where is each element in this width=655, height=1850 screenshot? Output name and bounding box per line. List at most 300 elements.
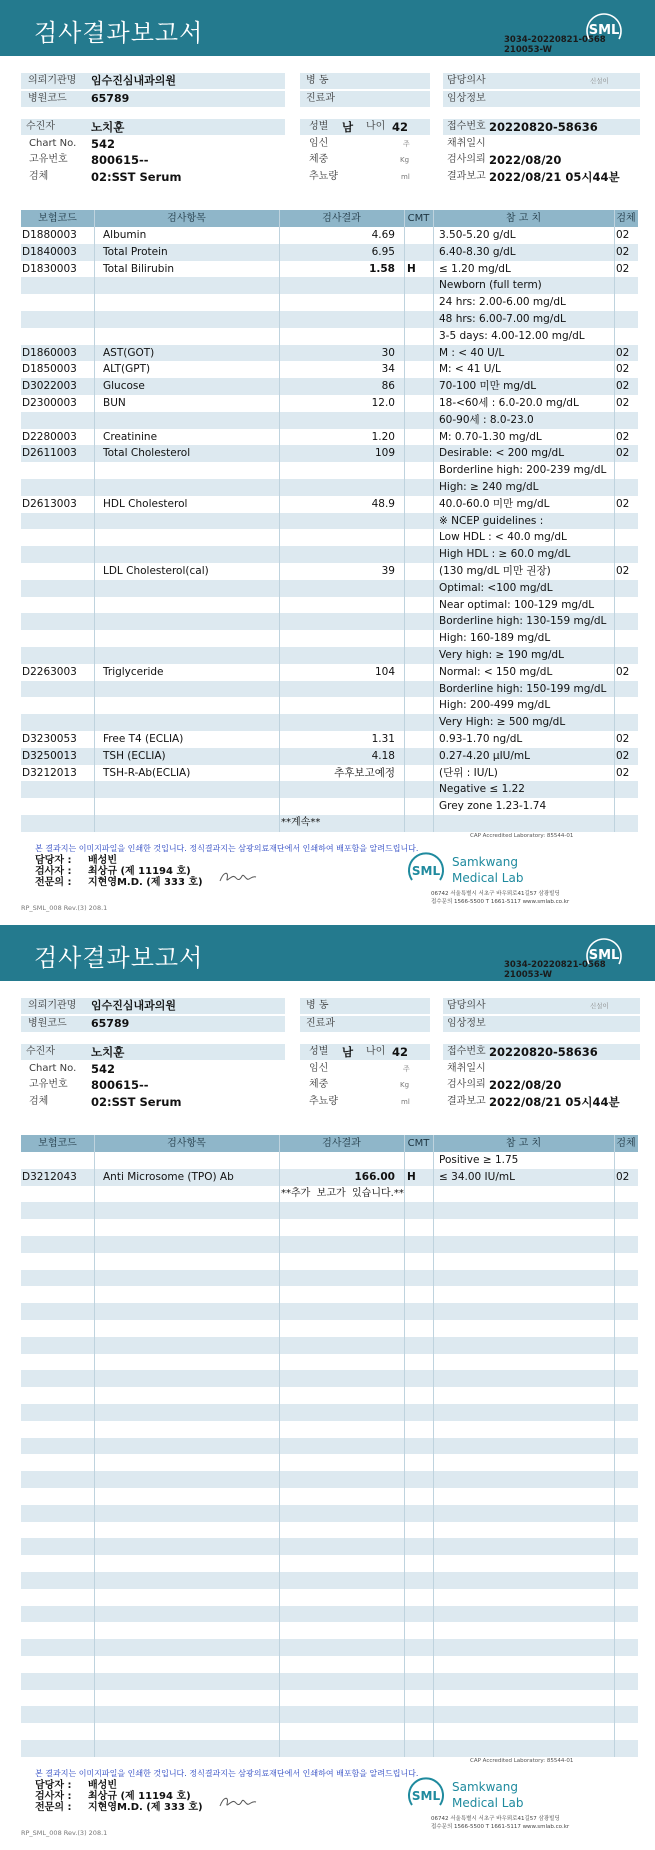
cell-reference: ※ NCEP guidelines : bbox=[439, 514, 544, 527]
cell-item: Creatinine bbox=[103, 430, 158, 443]
cell-item: BUN bbox=[103, 396, 126, 409]
column-header-item: 검사항목 bbox=[167, 213, 206, 224]
table-row bbox=[21, 1404, 638, 1421]
cell-flag: H bbox=[407, 1170, 416, 1183]
cell-reference: M : < 40 U/L bbox=[439, 346, 505, 359]
requester-label: 의뢰기관명 bbox=[28, 75, 77, 86]
cell-result: 6.95 bbox=[371, 245, 395, 258]
cell-result: 166.00 bbox=[354, 1170, 395, 1183]
brand-line1: Samkwang bbox=[452, 855, 518, 869]
cell-reference: 24 hrs: 2.00-6.00 mg/dL bbox=[439, 296, 566, 309]
column-divider bbox=[279, 210, 280, 832]
cell-code: D2300003 bbox=[22, 396, 77, 409]
cell-code: D1840003 bbox=[22, 245, 77, 258]
cell-specimen: 02 bbox=[616, 665, 630, 678]
patient-box bbox=[21, 1044, 285, 1060]
table-row bbox=[21, 1471, 638, 1488]
specialist-label: 전문의 : bbox=[35, 877, 72, 888]
cell-reference: 70-100 미만 mg/dL bbox=[439, 380, 537, 393]
report-title: 검사결과보고서 bbox=[34, 19, 204, 47]
table-row bbox=[21, 664, 638, 681]
cell-specimen: 02 bbox=[616, 766, 630, 779]
column-header-result: 검사결과 bbox=[322, 1138, 361, 1149]
cell-reference: Newborn (full term) bbox=[439, 279, 542, 292]
table-row bbox=[21, 1505, 638, 1522]
table-row bbox=[21, 647, 638, 664]
cell-item: ALT(GPT) bbox=[103, 363, 151, 376]
cell-specimen: 02 bbox=[616, 732, 630, 745]
column-divider bbox=[94, 210, 95, 832]
table-row bbox=[21, 1538, 638, 1555]
report-code-line1: 3034-20220821-0568 bbox=[504, 35, 606, 45]
patient-name-label: 수진자 bbox=[26, 121, 55, 132]
cell-item: AST(GOT) bbox=[103, 346, 155, 359]
lab-contact: 접수문의 1566-5500 T 1661-5117 www.smlab.co.kr bbox=[431, 1824, 570, 1830]
tester-label: 검사자 : bbox=[35, 866, 72, 877]
requester-value: 임수진심내과의원 bbox=[91, 74, 177, 87]
hospital-code-label: 병원코드 bbox=[28, 93, 67, 104]
urine-label: 추뇨량 bbox=[309, 1096, 338, 1107]
cell-reference: ≤ 34.00 IU/mL bbox=[439, 1170, 515, 1183]
samkwang-logo-icon bbox=[404, 850, 529, 890]
pregnancy-label: 임신 bbox=[309, 138, 329, 149]
manager-value: 배성빈 bbox=[88, 1780, 117, 1791]
weight-unit: Kg bbox=[400, 1081, 410, 1089]
form-code: RP_SML_008 Rev.(3) 208.1 bbox=[21, 1829, 108, 1837]
cell-reference: 3-5 days: 4.00-12.00 mg/dL bbox=[439, 329, 585, 342]
cell-result: 1.31 bbox=[371, 732, 395, 745]
cell-result: 추후보고예정 bbox=[334, 766, 395, 779]
patient-id-value: 800615-- bbox=[91, 153, 149, 167]
urine-label: 추뇨량 bbox=[309, 171, 338, 182]
cell-code: D2613003 bbox=[22, 497, 77, 510]
column-header-cmt: CMT bbox=[407, 1138, 430, 1149]
table-row bbox=[21, 1438, 638, 1455]
column-header-specimen: 검체 bbox=[616, 1138, 636, 1149]
cell-item: Anti Microsome (TPO) Ab bbox=[103, 1170, 234, 1183]
table-row bbox=[21, 277, 638, 294]
cell-item: Free T4 (ECLIA) bbox=[103, 732, 184, 745]
table-row bbox=[21, 1286, 638, 1303]
table-row bbox=[21, 1706, 638, 1723]
table-row bbox=[21, 1236, 638, 1253]
requester-value: 임수진심내과의원 bbox=[91, 999, 177, 1012]
report-title: 검사결과보고서 bbox=[34, 944, 204, 972]
requester-label: 의뢰기관명 bbox=[28, 1000, 77, 1011]
table-row bbox=[21, 1354, 638, 1371]
patient-name-label: 수진자 bbox=[26, 1046, 55, 1057]
receipt-label: 접수번호 bbox=[447, 1046, 486, 1057]
table-row bbox=[21, 546, 638, 563]
cell-code: D1880003 bbox=[22, 229, 77, 241]
cell-result: 30 bbox=[381, 346, 395, 359]
table-row bbox=[21, 681, 638, 698]
report-page bbox=[0, 925, 655, 1850]
cell-item: Total Protein bbox=[103, 245, 168, 258]
cap-accreditation: CAP Accredited Laboratory: 85544-01 bbox=[470, 1758, 574, 1764]
urine-unit: ml bbox=[401, 173, 410, 181]
specialist-value: 지현영M.D. (제 333 호) bbox=[88, 877, 203, 888]
cell-code: D3230053 bbox=[22, 732, 77, 745]
table-row bbox=[21, 781, 638, 798]
table-note-row bbox=[21, 815, 638, 832]
cell-result: 12.0 bbox=[371, 396, 395, 409]
cell-reference: High: 200-499 mg/dL bbox=[439, 699, 551, 712]
clinical-info-label: 임상정보 bbox=[447, 1018, 486, 1029]
brand-line2: Medical Lab bbox=[452, 1796, 524, 1810]
report-time-value: 2022/08/21 05시44분 bbox=[489, 1095, 620, 1109]
cell-reference: (단위 : IU/L) bbox=[439, 766, 498, 779]
cell-reference: Optimal: <100 mg/dL bbox=[439, 581, 553, 594]
cap-accreditation: CAP Accredited Laboratory: 85544-01 bbox=[470, 833, 574, 839]
report-time-label: 결과보고 bbox=[447, 1096, 486, 1107]
report-code-line2: 210053-W bbox=[504, 970, 553, 980]
cell-code: D2263003 bbox=[22, 665, 77, 678]
cell-specimen: 02 bbox=[616, 262, 630, 275]
sml-logo-icon bbox=[582, 8, 626, 50]
table-row bbox=[21, 1202, 638, 1219]
table-row bbox=[21, 697, 638, 714]
cell-specimen: 02 bbox=[616, 749, 630, 762]
column-divider bbox=[614, 210, 615, 832]
table-body bbox=[21, 1152, 638, 1757]
report-time-label: 결과보고 bbox=[447, 171, 486, 182]
cell-reference: 0.27-4.20 μIU/mL bbox=[439, 749, 530, 762]
table-note: **추가 보고가 있습니다.** bbox=[281, 1187, 404, 1199]
report-code-line2: 210053-W bbox=[504, 45, 553, 55]
table-row bbox=[21, 1488, 638, 1505]
table-row bbox=[21, 244, 638, 261]
table-row bbox=[21, 496, 638, 513]
table-row bbox=[21, 395, 638, 412]
cell-reference: M: < 41 U/L bbox=[439, 363, 501, 376]
table-row bbox=[21, 345, 638, 362]
cell-item: TSH-R-Ab(ECLIA) bbox=[103, 766, 191, 779]
collect-label: 채취일시 bbox=[447, 138, 486, 149]
samkwang-logo-icon bbox=[404, 1775, 529, 1815]
cell-item: Total Bilirubin bbox=[103, 262, 175, 275]
cell-reference: Grey zone 1.23-1.74 bbox=[439, 800, 547, 813]
table-row bbox=[21, 311, 638, 328]
table-header bbox=[21, 1135, 638, 1152]
cell-result: 4.18 bbox=[371, 749, 395, 762]
specimen-value: 02:SST Serum bbox=[91, 1095, 182, 1109]
cell-result: 1.20 bbox=[371, 430, 395, 443]
cell-reference: 48 hrs: 6.00-7.00 mg/dL bbox=[439, 312, 566, 325]
cell-code: D1830003 bbox=[22, 262, 77, 275]
cell-specimen: 02 bbox=[616, 430, 630, 443]
table-row bbox=[21, 613, 638, 630]
signature-stroke bbox=[220, 873, 256, 881]
dept-label: 진료과 bbox=[306, 93, 335, 104]
table-row bbox=[21, 462, 638, 479]
table-row bbox=[21, 765, 638, 782]
cell-reference: Negative ≤ 1.22 bbox=[439, 783, 525, 796]
tester-value: 최상규 (제 11194 호) bbox=[88, 866, 191, 877]
cell-specimen: 02 bbox=[616, 245, 630, 258]
table-row bbox=[21, 1723, 638, 1740]
table-row bbox=[21, 294, 638, 311]
logo-text: SML bbox=[588, 23, 620, 38]
cell-reference: 60-90세 : 8.0-23.0 bbox=[439, 413, 534, 426]
table-row bbox=[21, 630, 638, 647]
table-row bbox=[21, 1656, 638, 1673]
table-row bbox=[21, 714, 638, 731]
cell-specimen: 02 bbox=[616, 229, 630, 241]
form-code: RP_SML_008 Rev.(3) 208.1 bbox=[21, 904, 108, 912]
cell-reference: (130 mg/dL 미만 권장) bbox=[439, 564, 551, 577]
column-divider bbox=[404, 210, 405, 832]
cell-item: Triglyceride bbox=[103, 665, 164, 678]
cell-item: Albumin bbox=[103, 229, 147, 241]
table-row bbox=[21, 412, 638, 429]
hospital-code-value: 65789 bbox=[91, 1017, 130, 1030]
chart-label: Chart No. bbox=[29, 1063, 77, 1074]
cell-specimen: 02 bbox=[616, 564, 630, 577]
pregnancy-label: 임신 bbox=[309, 1063, 329, 1074]
lab-address: 06742 서울특별시 서초구 바우뫼로41길57 삼광빌딩 bbox=[431, 1816, 560, 1822]
table-row bbox=[21, 1639, 638, 1656]
cell-code: D1850003 bbox=[22, 363, 77, 376]
chart-value: 542 bbox=[91, 137, 116, 151]
cell-reference: Borderline high: 150-199 mg/dL bbox=[439, 682, 607, 695]
weight-label: 체중 bbox=[309, 1079, 329, 1090]
cell-result: 109 bbox=[374, 447, 395, 460]
table-row bbox=[21, 1219, 638, 1236]
column-divider bbox=[433, 1135, 434, 1757]
request-label: 검사의뢰 bbox=[447, 1079, 486, 1090]
manager-label: 담당자 : bbox=[35, 1780, 72, 1791]
table-row bbox=[21, 1555, 638, 1572]
table-row bbox=[21, 580, 638, 597]
cell-reference: Very High: ≥ 500 mg/dL bbox=[439, 716, 566, 729]
print-notice: 본 결과지는 이미지파일을 인쇄한 것입니다. 정식결과지는 삼광의료재단에서 인쇄하여 배포함을 알려드립니다. bbox=[35, 844, 419, 853]
cell-reference: Borderline high: 130-159 mg/dL bbox=[439, 615, 607, 628]
table-row bbox=[21, 1673, 638, 1690]
table-row bbox=[21, 513, 638, 530]
cell-code: D3212013 bbox=[22, 766, 77, 779]
chart-label: Chart No. bbox=[29, 138, 77, 149]
table-note-row bbox=[21, 1186, 638, 1203]
specialist-label: 전문의 : bbox=[35, 1802, 72, 1813]
cell-reference: Near optimal: 100-129 mg/dL bbox=[439, 598, 595, 611]
cell-specimen: 02 bbox=[616, 380, 630, 393]
table-row bbox=[21, 445, 638, 462]
cell-specimen: 02 bbox=[616, 363, 630, 376]
receipt-label: 접수번호 bbox=[447, 121, 486, 132]
specimen-label: 검체 bbox=[29, 1096, 49, 1107]
signature-stroke bbox=[220, 1798, 256, 1806]
cell-code: D3250013 bbox=[22, 749, 77, 762]
table-row bbox=[21, 1152, 638, 1169]
sex-label: 성별 bbox=[309, 1046, 329, 1057]
table-row bbox=[21, 1572, 638, 1589]
cell-reference: 40.0-60.0 미만 mg/dL bbox=[439, 497, 550, 510]
hospital-code-label: 병원코드 bbox=[28, 1018, 67, 1029]
column-header-item: 검사항목 bbox=[167, 1138, 206, 1149]
cell-specimen: 02 bbox=[616, 1170, 630, 1183]
cell-reference: Normal: < 150 mg/dL bbox=[439, 665, 553, 678]
cell-reference: Desirable: < 200 mg/dL bbox=[439, 447, 565, 460]
column-divider bbox=[94, 1135, 95, 1757]
table-row bbox=[21, 1740, 638, 1757]
hospital-code-value: 65789 bbox=[91, 92, 130, 105]
column-divider bbox=[279, 1135, 280, 1757]
table-row bbox=[21, 1589, 638, 1606]
cell-item: TSH (ECLIA) bbox=[103, 749, 166, 762]
table-row bbox=[21, 328, 638, 345]
table-row bbox=[21, 1454, 638, 1471]
doctor-small-text: 신설이 bbox=[590, 1002, 609, 1010]
cell-result: 4.69 bbox=[371, 229, 395, 241]
doctor-label: 담당의사 bbox=[447, 1000, 486, 1011]
age-label: 나이 bbox=[366, 121, 386, 132]
cell-result: 34 bbox=[381, 363, 395, 376]
cell-reference: Borderline high: 200-239 mg/dL bbox=[439, 464, 607, 477]
urine-unit: ml bbox=[401, 1098, 410, 1106]
table-header bbox=[21, 210, 638, 227]
cell-item: HDL Cholesterol bbox=[103, 497, 188, 510]
cell-item: LDL Cholesterol(cal) bbox=[103, 564, 209, 577]
table-body bbox=[21, 227, 638, 832]
cell-reference: ≤ 1.20 mg/dL bbox=[439, 262, 511, 275]
table-row bbox=[21, 748, 638, 765]
patient-id-value: 800615-- bbox=[91, 1078, 149, 1092]
clinical-info-label: 임상정보 bbox=[447, 93, 486, 104]
chart-value: 542 bbox=[91, 1062, 116, 1076]
cell-reference: High HDL : ≥ 60.0 mg/dL bbox=[439, 548, 571, 561]
receipt-value: 20220820-58636 bbox=[489, 120, 598, 134]
tester-label: 검사자 : bbox=[35, 1791, 72, 1802]
request-value: 2022/08/20 bbox=[489, 1078, 562, 1092]
weight-unit: Kg bbox=[400, 156, 410, 164]
table-row bbox=[21, 1337, 638, 1354]
patient-id-label: 고유번호 bbox=[29, 1079, 68, 1090]
signature-image bbox=[218, 1793, 258, 1811]
table-row bbox=[21, 529, 638, 546]
cell-code: D1860003 bbox=[22, 346, 77, 359]
table-row bbox=[21, 361, 638, 378]
age-value: 42 bbox=[392, 1045, 409, 1059]
table-row bbox=[21, 1421, 638, 1438]
footer-logo-text: SML bbox=[411, 864, 441, 878]
cell-reference: Very high: ≥ 190 mg/dL bbox=[439, 648, 564, 661]
brand-line2: Medical Lab bbox=[452, 871, 524, 885]
logo-text: SML bbox=[588, 948, 620, 963]
cell-item: Glucose bbox=[103, 380, 145, 393]
column-header-reference: 참 고 치 bbox=[505, 1138, 542, 1149]
lab-address: 06742 서울특별시 서초구 바우뫼로41길57 삼광빌딩 bbox=[431, 891, 560, 897]
doctor-label: 담당의사 bbox=[447, 75, 486, 86]
specialist-value: 지현영M.D. (제 333 호) bbox=[88, 1802, 203, 1813]
ward-label: 병 동 bbox=[306, 75, 329, 86]
table-row bbox=[21, 1387, 638, 1404]
column-header-cmt: CMT bbox=[407, 213, 430, 224]
sex-value: 남 bbox=[342, 1045, 354, 1059]
table-row bbox=[21, 1253, 638, 1270]
cell-code: D2611003 bbox=[22, 447, 77, 460]
footer-logo-text: SML bbox=[411, 1789, 441, 1803]
tester-value: 최상규 (제 11194 호) bbox=[88, 1791, 191, 1802]
cell-specimen: 02 bbox=[616, 346, 630, 359]
table-row bbox=[21, 1622, 638, 1639]
age-label: 나이 bbox=[366, 1046, 386, 1057]
patient-box bbox=[21, 119, 285, 135]
cell-code: D3212043 bbox=[22, 1170, 77, 1183]
table-row bbox=[21, 731, 638, 748]
table-row bbox=[21, 429, 638, 446]
report-code-line1: 3034-20220821-0568 bbox=[504, 960, 606, 970]
table-row bbox=[21, 1270, 638, 1287]
table-row bbox=[21, 1690, 638, 1707]
specimen-value: 02:SST Serum bbox=[91, 170, 182, 184]
column-divider bbox=[614, 1135, 615, 1757]
table-row bbox=[21, 597, 638, 614]
weight-label: 체중 bbox=[309, 154, 329, 165]
age-value: 42 bbox=[392, 120, 409, 134]
cell-result: 86 bbox=[381, 380, 395, 393]
cell-result: 48.9 bbox=[371, 497, 395, 510]
table-row bbox=[21, 1303, 638, 1320]
signature-image bbox=[218, 868, 258, 886]
sml-logo-icon bbox=[582, 933, 626, 975]
sex-label: 성별 bbox=[309, 121, 329, 132]
cell-result: 104 bbox=[374, 665, 395, 678]
cell-code: D2280003 bbox=[22, 430, 77, 443]
column-header-code: 보험코드 bbox=[38, 213, 77, 224]
request-value: 2022/08/20 bbox=[489, 153, 562, 167]
ward-label: 병 동 bbox=[306, 1000, 329, 1011]
manager-value: 배성빈 bbox=[88, 855, 117, 866]
cell-result: 39 bbox=[381, 564, 395, 577]
table-row bbox=[21, 378, 638, 395]
cell-reference: 3.50-5.20 g/dL bbox=[439, 229, 516, 241]
cell-reference: High: 160-189 mg/dL bbox=[439, 632, 551, 645]
column-header-code: 보험코드 bbox=[38, 1138, 77, 1149]
cell-specimen: 02 bbox=[616, 497, 630, 510]
print-notice: 본 결과지는 이미지파일을 인쇄한 것입니다. 정식결과지는 삼광의료재단에서 인쇄하여 배포함을 알려드립니다. bbox=[35, 1769, 419, 1778]
cell-item: Total Cholesterol bbox=[103, 447, 191, 460]
cell-reference: 18-<60세 : 6.0-20.0 mg/dL bbox=[439, 396, 579, 409]
column-header-specimen: 검체 bbox=[616, 213, 636, 224]
table-row bbox=[21, 479, 638, 496]
table-row bbox=[21, 1606, 638, 1623]
report-time-value: 2022/08/21 05시44분 bbox=[489, 170, 620, 184]
manager-label: 담당자 : bbox=[35, 855, 72, 866]
patient-name-value: 노치훈 bbox=[91, 120, 125, 134]
request-label: 검사의뢰 bbox=[447, 154, 486, 165]
sex-value: 남 bbox=[342, 120, 354, 134]
pregnancy-unit: 주 bbox=[403, 140, 410, 148]
cell-reference: M: 0.70-1.30 mg/dL bbox=[439, 430, 542, 443]
table-row bbox=[21, 1169, 638, 1186]
collect-label: 채취일시 bbox=[447, 1063, 486, 1074]
cell-reference: Low HDL : < 40.0 mg/dL bbox=[439, 531, 567, 544]
cell-specimen: 02 bbox=[616, 447, 630, 460]
cell-specimen: 02 bbox=[616, 396, 630, 409]
cell-reference: 6.40-8.30 g/dL bbox=[439, 245, 516, 258]
column-divider bbox=[404, 1135, 405, 1757]
dept-label: 진료과 bbox=[306, 1018, 335, 1029]
specimen-label: 검체 bbox=[29, 171, 49, 182]
cell-code: D3022003 bbox=[22, 380, 77, 393]
cell-reference: High: ≥ 240 mg/dL bbox=[439, 480, 539, 493]
table-row bbox=[21, 1522, 638, 1539]
table-note: **계속** bbox=[281, 816, 321, 828]
table-row bbox=[21, 563, 638, 580]
table-row bbox=[21, 798, 638, 815]
table-row bbox=[21, 261, 638, 278]
